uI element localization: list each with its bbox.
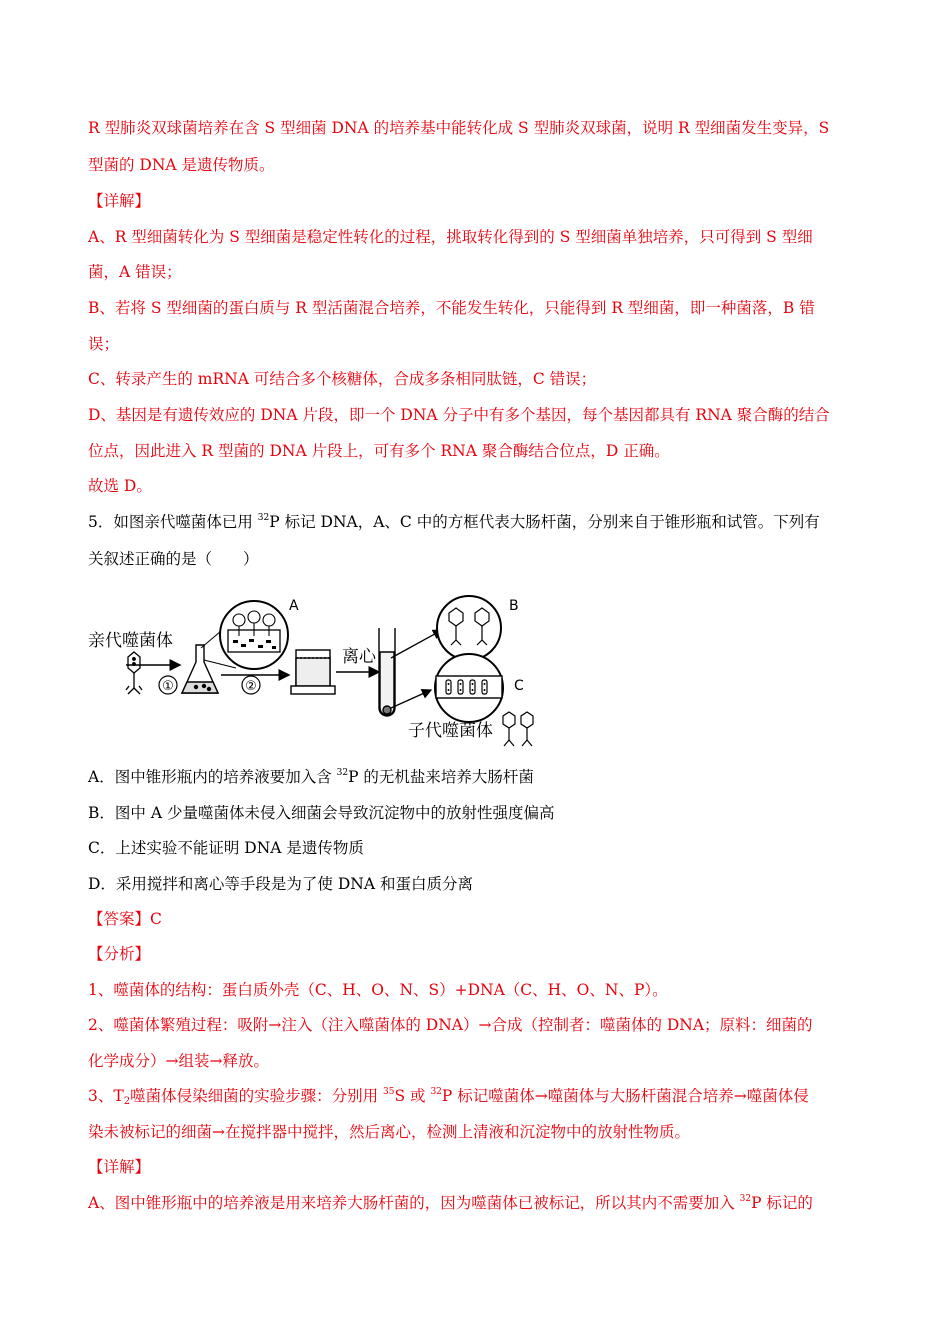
blender-beaker-icon xyxy=(291,650,335,694)
option-c: C．上述实验不能证明 DNA 是遗传物质 xyxy=(88,839,364,857)
prev-option-b-line-2: 误； xyxy=(88,335,120,353)
prev-explanation-line-2: 型菌的 DNA 是遗传物质。 xyxy=(88,156,275,174)
parent-phage-icon xyxy=(126,652,142,694)
prev-detail-heading: 【详解】 xyxy=(88,192,151,210)
answer-value: C xyxy=(150,910,162,928)
zoom-circle-b xyxy=(437,596,501,660)
prev-conclusion: 故选 D。 xyxy=(88,477,152,495)
phage-experiment-diagram xyxy=(86,590,536,750)
answer-line: 【答案】C xyxy=(88,910,162,928)
centrifuge-label: 离心 xyxy=(342,647,376,667)
analysis-point-2-line-2: 化学成分）→组装→释放。 xyxy=(88,1052,269,1070)
analysis-point-1: 1、噬菌体的结构：蛋白质外壳（C、H、O、N、S）+DNA（C、H、O、N、P）。 xyxy=(88,981,668,999)
detail-heading: 【详解】 xyxy=(88,1158,151,1176)
analysis-point-3-line-1: 3、$T_2$噬菌体侵染细菌的实验步骤：分别用 $^{35}$S 或 $^{32}$P 标记噬菌体→噬菌体与大肠杆菌混合培养→噬菌体侵 xyxy=(88,1087,809,1107)
step-2-label: ② xyxy=(245,679,257,694)
prev-option-c: C、转录产生的 mRNA 可结合多个核糖体，合成多条相同肽链，C 错误； xyxy=(88,370,597,388)
prev-option-d-line-2: 位点，因此进入 R 型菌的 DNA 片段上，可有多个 RNA 聚合酶结合位点，D 正确。 xyxy=(88,442,670,460)
conical-flask-icon xyxy=(182,645,218,693)
analysis-heading: 【分析】 xyxy=(88,945,151,963)
detail-option-a-line-1: A、图中锥形瓶中的培养液是用来培养大肠杆菌的，因为噬菌体已被标记，所以其内不需要加入 $^{32}$P 标记的 xyxy=(88,1194,813,1212)
prev-explanation-line-1: R 型肺炎双球菌培养在含 S 型细菌 DNA 的培养基中能转化成 S 型肺炎双球菌，说明 R 型细菌发生变异，S xyxy=(88,119,830,137)
prev-option-a-line-1: A、R 型细菌转化为 S 型细菌是稳定性转化的过程，挑取转化得到的 S 型细菌单独培养，只可得到 S 型细 xyxy=(88,228,813,246)
offspring-phage-icons xyxy=(503,712,533,746)
option-a: A．图中锥形瓶内的培养液要加入含 $^{32}$P 的无机盐来培养大肠杆菌 xyxy=(88,768,534,786)
option-d: D．采用搅拌和离心等手段是为了使 DNA 和蛋白质分离 xyxy=(88,875,473,893)
label-a: A xyxy=(289,598,299,614)
label-b: B xyxy=(509,598,519,614)
prev-option-d-line-1: D、基因是有遗传效应的 DNA 片段，即一个 DNA 分子中有多个基因，每个基因都具有 RNA 聚合酶的结合 xyxy=(88,406,830,424)
label-c: C xyxy=(514,678,524,694)
offspring-phage-label: 子代噬菌体 xyxy=(408,721,493,741)
option-b: B．图中 A 少量噬菌体未侵入细菌会导致沉淀物中的放射性强度偏高 xyxy=(88,804,555,822)
prev-option-b-line-1: B、若将 S 型细菌的蛋白质与 R 型活菌混合培养，不能发生转化，只能得到 R 型细菌，即一种菌落，B 错 xyxy=(88,299,815,317)
analysis-point-3-line-2: 染未被标记的细菌→在搅拌器中搅拌，然后离心，检测上清液和沉淀物中的放射性物质。 xyxy=(88,1123,690,1141)
parent-phage-label: 亲代噬菌体 xyxy=(88,631,173,651)
step-1-label: ① xyxy=(162,679,174,694)
test-tube-icon xyxy=(379,628,395,716)
question-stem-line-2: 关叙述正确的是（ ） xyxy=(88,550,259,568)
analysis-point-2-line-1: 2、噬菌体繁殖过程：吸附→注入（注入噬菌体的 DNA）→合成（控制者：噬菌体的 DNA；原料：细菌的 xyxy=(88,1016,813,1034)
question-stem-line-1: 5．如图亲代噬菌体已用 $^{32}$P 标记 DNA，A、C 中的方框代表大肠杆菌，分别来自于锥形瓶和试管。下列有 xyxy=(88,513,820,531)
prev-option-a-line-2: 菌，A 错误； xyxy=(88,263,182,281)
